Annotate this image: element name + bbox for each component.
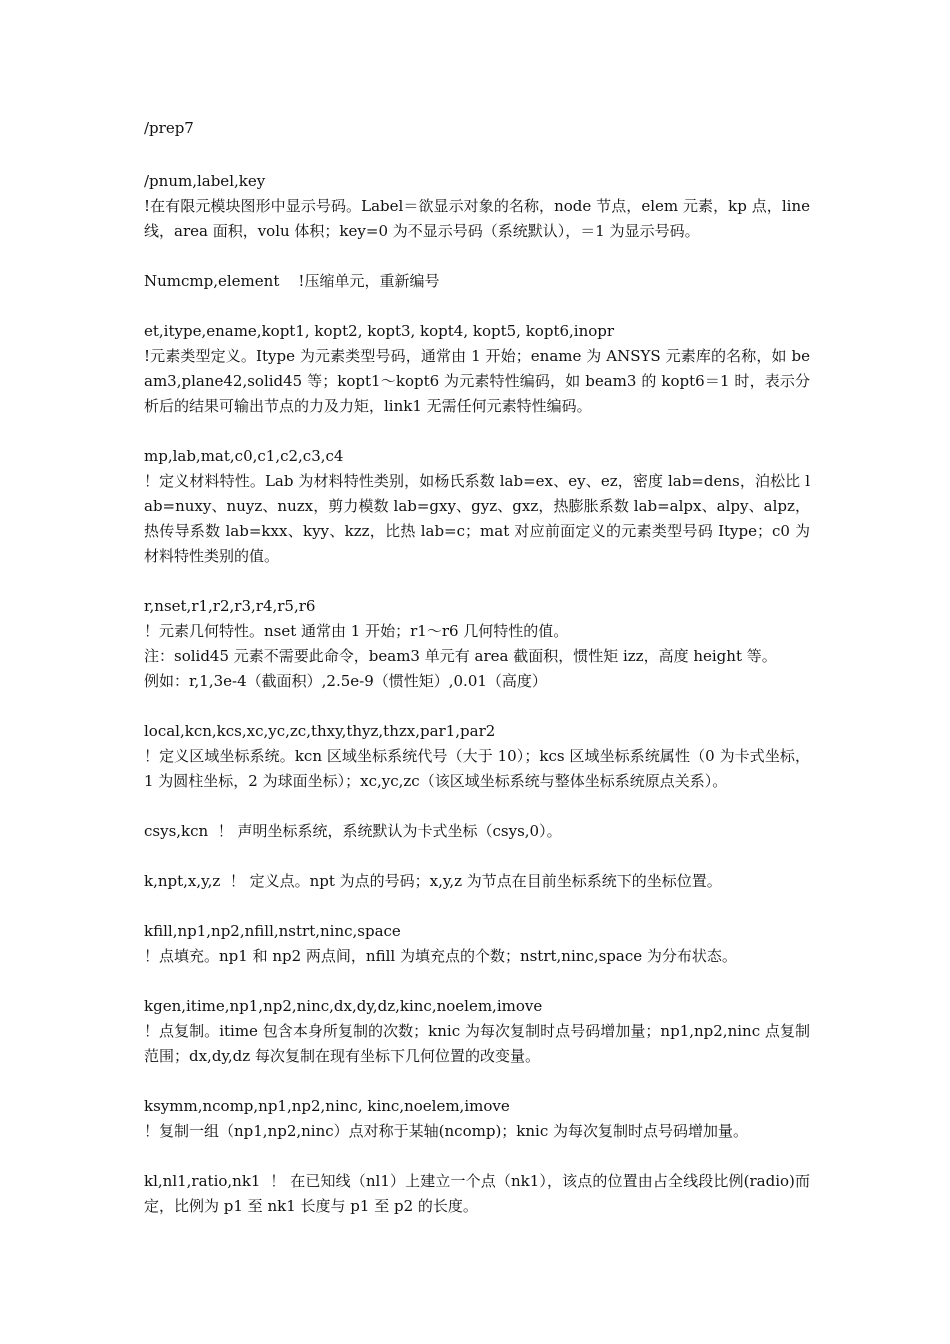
- command-line: kfill,np1,np2,nfill,nstrt,ninc,space: [144, 922, 401, 940]
- page-title: /prep7: [144, 119, 194, 137]
- command-line: k,npt,x,y,z ！ 定义点。npt 为点的号码；x,y,z 为节点在目前坐标系统下的坐标位置。: [144, 872, 722, 890]
- section-pnum: [144, 169, 810, 244]
- section-et: [144, 319, 810, 419]
- section-k: [144, 869, 810, 894]
- description-text: !元素类型定义。Itype 为元素类型号码，通常由 1 开始；ename 为 ANSYS 元素库的名称，如 beam3,plane42,solid45 等；kopt1～kopt6 为元素特性编码，如 beam3 的 kopt6＝1 时，表示分析后的结果可输出节点的力及力矩，link1 无需任何元素特性编码。: [144, 347, 810, 415]
- command-line: mp,lab,mat,c0,c1,c2,c3,c4: [144, 447, 344, 465]
- section-csys: [144, 819, 810, 844]
- section-r: [144, 594, 810, 694]
- command-line: kgen,itime,np1,np2,ninc,dx,dy,dz,kinc,noelem,imove: [144, 997, 543, 1015]
- section-kfill: [144, 919, 810, 969]
- example-text: 例如：r,1,3e-4（截面积）,2.5e-9（惯性矩）,0.01（高度）: [144, 672, 547, 690]
- section-numcmp: [144, 269, 810, 294]
- section-mp: [144, 444, 810, 569]
- section-kl: [144, 1169, 810, 1219]
- command-line: csys,kcn ！ 声明坐标系统，系统默认为卡式坐标（csys,0）。: [144, 822, 562, 840]
- command-line: /pnum,label,key: [144, 172, 266, 190]
- document-body: [144, 116, 810, 1244]
- description-text: !在有限元模块图形中显示号码。Label＝欲显示对象的名称，node 节点，elem 元素，kp 点，line 线，area 面积，volu 体积；key=0 为不显示号码（系统默认），＝1 为显示号码。: [144, 197, 810, 240]
- description-text: ！点填充。np1 和 np2 两点间，nfill 为填充点的个数；nstrt,ninc,space 为分布状态。: [144, 947, 737, 965]
- command-line: r,nset,r1,r2,r3,r4,r5,r6: [144, 597, 316, 615]
- description-text: ！定义材料特性。Lab 为材料特性类别，如杨氏系数 lab=ex、ey、ez，密度 lab=dens，泊松比 lab=nuxy、nuyz、nuzx，剪力模数 lab=gxy、gyz、gxz，热膨胀系数 lab=alpx、alpy、alpz，热传导系数 lab=kxx、kyy、kzz，比热 lab=c；mat 对应前面定义的元素类型号码 Itype；c0 为材料特性类别的值。: [144, 472, 810, 565]
- description-text: ！定义区域坐标系统。kcn 区域坐标系统代号（大于 10）；kcs 区域坐标系统属性（0 为卡式坐标，1 为圆柱坐标，2 为球面坐标）；xc,yc,zc（该区域坐标系统与整体坐标系统原点关系）。: [144, 747, 810, 790]
- description-text: ！复制一组（np1,np2,ninc）点对称于某轴(ncomp)；knic 为每次复制时点号码增加量。: [144, 1122, 749, 1140]
- description-text: ！元素几何特性。nset 通常由 1 开始；r1～r6 几何特性的值。: [144, 622, 569, 640]
- command-line: local,kcn,kcs,xc,yc,zc,thxy,thyz,thzx,par1,par2: [144, 722, 496, 740]
- description-text: ！点复制。itime 包含本身所复制的次数；knic 为每次复制时点号码增加量；np1,np2,ninc 点复制范围；dx,dy,dz 每次复制在现有坐标下几何位置的改变量。: [144, 1022, 810, 1065]
- section-local: [144, 719, 810, 794]
- command-line: ksymm,ncomp,np1,np2,ninc, kinc,noelem,imove: [144, 1097, 510, 1115]
- section-kgen: [144, 994, 810, 1069]
- command-line: et,itype,ename,kopt1, kopt2, kopt3, kopt4, kopt5, kopt6,inopr: [144, 322, 615, 340]
- command-line: Numcmp,element !压缩单元，重新编号: [144, 272, 440, 290]
- note-text: 注：solid45 元素不需要此命令，beam3 单元有 area 截面积，惯性矩 izz，高度 height 等。: [144, 647, 777, 665]
- command-line: kl,nl1,ratio,nk1 ！ 在已知线（nl1）上建立一个点（nk1），该点的位置由占全线段比例(radio)而定，比例为 p1 至 nk1 长度与 p1 至 p2 的长度。: [144, 1172, 810, 1215]
- section-ksymm: [144, 1094, 810, 1144]
